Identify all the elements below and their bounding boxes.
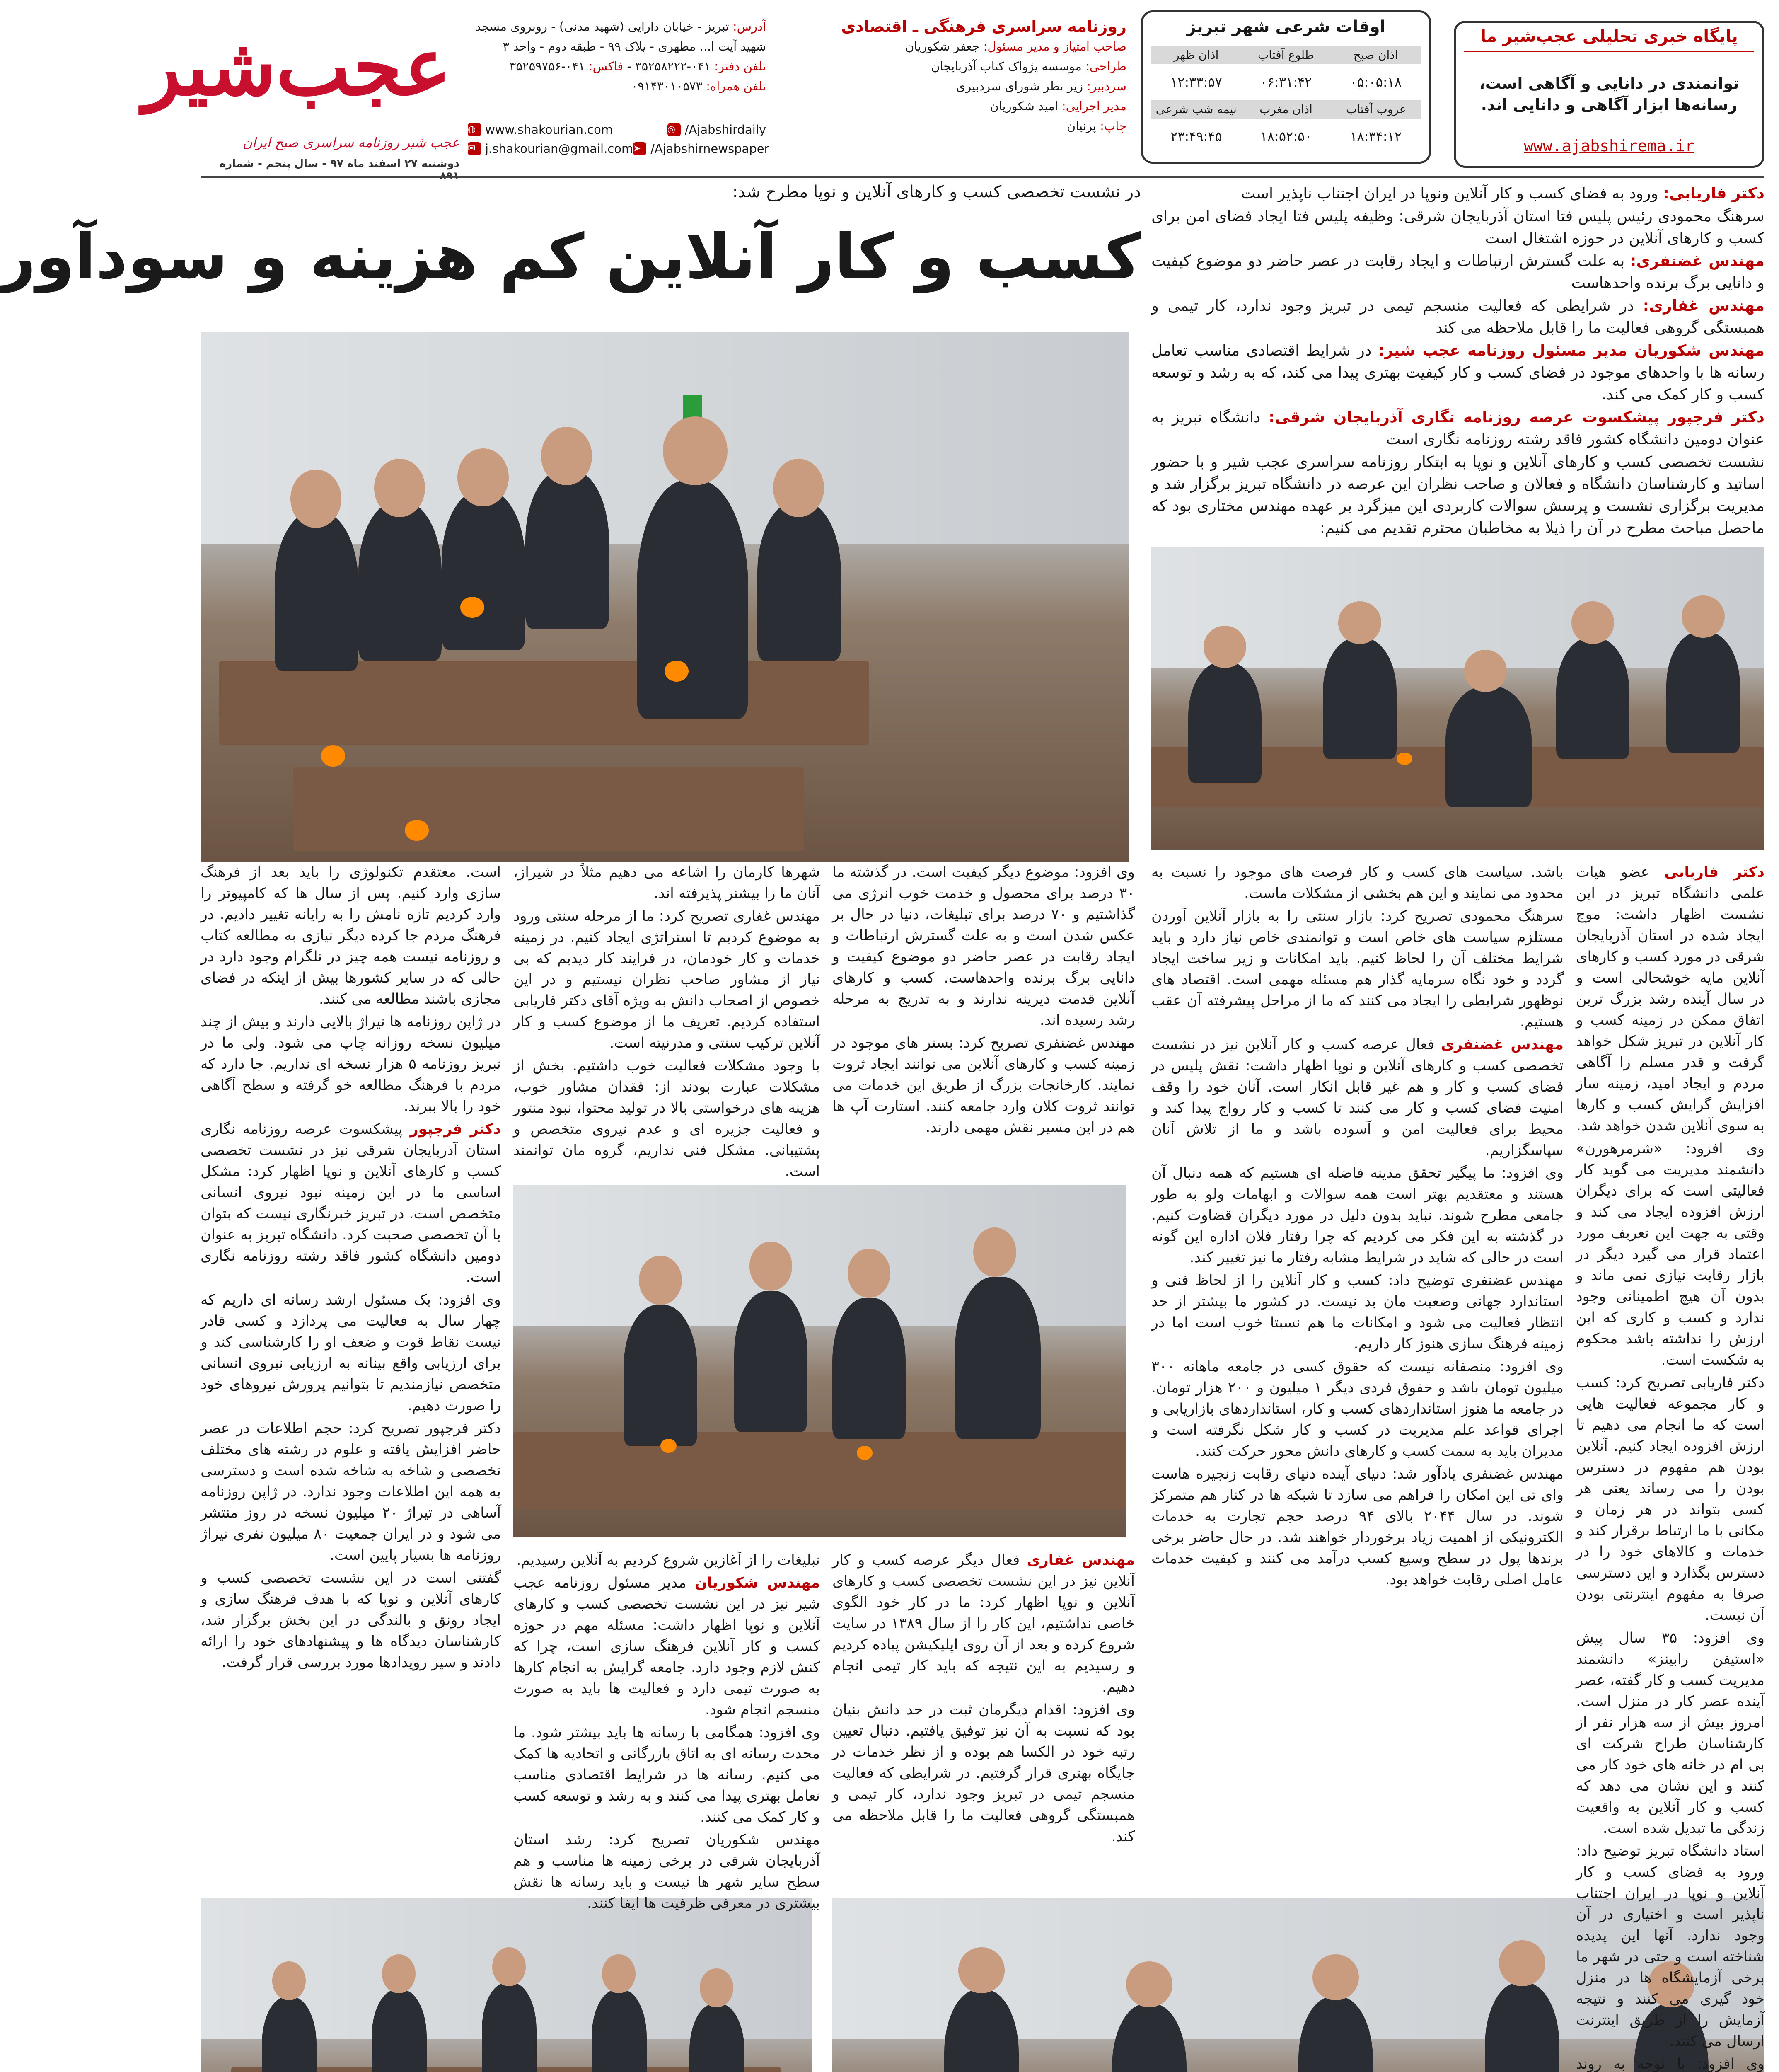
mail-icon: ✉ <box>468 142 481 155</box>
logo-subtitle: عجب شیر روزنامه سراسری صبح ایران <box>242 135 459 150</box>
masthead-info <box>770 17 1126 170</box>
masthead-row: طراحی: موسسه پژواک کتاب آذربایجان <box>931 59 1126 73</box>
paragraph: تبلیغات را از آغازین شروع کردیم به آنلاین رسیدیم. <box>516 1552 820 1569</box>
paragraph: مهندس غضنفری فعال عرصه کسب و کار آنلاین نیز در نشست تخصصی کسب و کارهای آنلاین و نوپا اظهار داشت: نقش پلیس در فضای کسب و کار و هم غیر قابل انکار است. آنان خود را وقف امنیت فضای کسب و کار می کنند تا کسب و کار رواج پیدا کند و محیط برای فعالیت امن و آسوده باشد و ما از تلاش آنان سپاسگزاریم. <box>1151 1036 1564 1159</box>
prayer-time: ۲۳:۴۹:۴۵ <box>1170 128 1222 144</box>
article-column-4b <box>513 1550 820 1912</box>
prayer-time: ۱۸:۵۲:۵۰ <box>1260 128 1312 144</box>
paragraph: مهندس غضنفری یادآور شد: دنیای آینده دنیای رقابت زنجیره هاست وای تی این امکان را فراهم می سازد تا شبکه ها در کنار هم متمرکز شوند. در سال ۲۰۴۴ بالای ۹۴ درصد حجم تجارت به خدمات الکترونیکی از اهمیت زیاد برخوردار خواهند شد. در حال حاضر برخی برندها پول در سطح وسیع کسب درآمد می کنند و کیفیت خدمات عامل اصلی رقابت خواهد بود. <box>1151 1466 1564 1588</box>
meeting-photo-wide <box>201 1898 812 2072</box>
paragraph: استاد دانشگاه تبریز توضیح داد: ورود به فضای کسب و کار آنلاین و نوپا در ایران اجتناب ناپذیر است و اختیاری در آن وجود ندارد. آنها این پدیده شناخته است و حتی در شهر ما برخی آزمایشگاه ها در منزل خود گیری می کنند و نتیجه آزمایش را از طریق اینترنت ارسال می کنند. <box>1576 1843 1764 2050</box>
paragraph: مهندس شکوریان تصریح کرد: رشد استان آذربایجان شرقی در برخی زمینه ها مناسب و هم سطح سایر شهر ها نیست و باید رسانه ها نقش بیشتری در معرفی ظرفیت ها ایفا کنند. <box>513 1832 820 1912</box>
paragraph: با وجود مشکلات فعالیت خوب داشتیم. بخش از مشکلات عبارت بودند از: فقدان مشاور خوب، هزینه های درخواستی بالا در تولید محتوا، نبود منتور و فعالیت جزیره ای و عدم نیروی متخصص و پشتیبانی. مشکل فنی نداریم، گروه مان توانمند است. <box>513 1058 820 1180</box>
prayer-times-title: اوقات شرعی شهر تبریز <box>1186 17 1386 36</box>
masthead-row: چاپ: پرنیان <box>1066 119 1126 133</box>
paragraph: وی افزود: منصفانه نیست که حقوق کسی در جامعه ماهانه ۳۰۰ میلیون تومان باشد و حقوق فردی دیگر ۱ میلیون و ۲۰۰ هزار تومان. در جامعه ما هنوز استانداردهای کسب و کار، استانداردهای بازاریابی و اجرای قواعد علم مدیریت در کسب و کار شکل نگرفته است و مدیران باید به سمت کسب و کارهای دانش محور حرکت کنند. <box>1151 1358 1564 1460</box>
paragraph: وی افزود: «شرمرهورن» دانشمند مدیریت می گوید کار فعالیتی است که برای دیگران ارزش افزوده ایجاد می کند و وقتی به جهت این تعریف مورد اعتماد قرار می گیرد دیگر در بازار رقابت نیازی نمی ماند و بدون آن هیچ اطمینانی وجود ندارد و کسب و کاری که این ارزش را نداشته باشد محکوم به شکست است. <box>1576 1140 1764 1368</box>
email-link[interactable]: ✉ j.shakourian@gmail.com <box>468 142 633 156</box>
prayer-times-box <box>1141 10 1431 164</box>
prayer-label: نیمه شب شرعی <box>1151 100 1241 119</box>
lead-item: دکتر فاریابی: ورود به فضای کسب و کار آنلاین ونوپا در ایران اجتناب ناپذیر است <box>1241 184 1764 202</box>
telegram-icon: ➤ <box>633 142 646 155</box>
paragraph: وی افزود: یک مسئول ارشد رسانه ای داریم که چهار سال به فعالیت می پردازد و کسی قادر نیست نقاط قوت و ضعف او را کارشناسی کند و برای ارزیابی واقع بینانه به ارزیابی نیروی انسانی متخصص نیازمندیم تا بتوانیم پرورش نیروهای خود را صورت دهیم. <box>201 1292 501 1414</box>
globe-icon: ◍ <box>468 123 481 136</box>
paragraph: مهندس غضنفری تصریح کرد: بستر های موجود در زمینه کسب و کارهای آنلاین می توانند ایجاد ثروت نمایند. کارخانجات بزرگ از طریق این خدمات می توانند ثروت کلان وارد جامعه کنند. استارت آپ ها هم در این مسیر نقش مهمی دارند. <box>832 1035 1135 1136</box>
paragraph: دکتر فرجپور تصریح کرد: حجم اطلاعات در عصر حاضر افزایش یافته و علوم در رشته های مختلف تخصصی و شاخه به شاخه شده است و دسترسی به همه این اطلاعات وجود ندارد. در ژاپن روزنامه آساهی در تیراژ ۲۰ میلیون نسخه در روز منتشر می شود و در ایران جمعیت ۸۰ میلیون نفری تیراژ روزنامه ها بسیار پایین است. <box>201 1420 501 1564</box>
web-link[interactable]: ◍ www.shakourian.com <box>468 123 613 137</box>
site-slogan: توانمندی در دانایی و آگاهی است، رسانه‌ها ابزار آگاهی و دانایی اند. <box>1479 74 1739 114</box>
prayer-time: ۱۸:۳۴:۱۲ <box>1350 128 1402 144</box>
instagram-link[interactable]: ◎ /Ajabshirdaily <box>667 123 766 137</box>
article-column-4 <box>513 862 820 1180</box>
article-kicker: در نشست تخصصی کسب و کارهای آنلاین و نوپا مطرح شد: <box>732 182 1141 201</box>
article-column-1 <box>1576 862 1765 2072</box>
lead-item: دکتر فرجپور پیشکسوت عرصه روزنامه نگاری آذربایجان شرقی: دانشگاه تبریز به عنوان دومین دانشگاه کشور فاقد رشته روزنامه نگاری است <box>1151 408 1764 448</box>
article-column-3b <box>832 1550 1135 1890</box>
paragraph: مهندس غفاری تصریح کرد: ما از مرحله سنتی ورود به موضوع کردیم تا استراتژی ایجاد کنیم. در زمینه خدمات و کار خودمان، در فرایند کار دیدیم که بی نیاز از مشاور صاحب نظران نیستیم و در این خصوص از اصحاب دانش به ویژه آقای دکتر فاریابی استفاده کردیم. تعریف ما از موضوع کسب و کار آنلاین ترکیب سنتی و مدرنیته است. <box>513 908 820 1051</box>
newspaper-type: روزنامه سراسری فرهنگی ـ اقتصادی <box>841 17 1126 36</box>
prayer-label: اذان ظهر <box>1151 46 1241 64</box>
paragraph: دکتر فاریابی تصریح کرد: کسب و کار مجموعه فعالیت هایی است که ما انجام می دهیم تا ارزش افزوده ایجاد کنیم. آنلاین بودن هم مفهوم در دسترس بودن را می رساند یعنی هر کسی بتواند در هر زمان و مکانی با ما ارتباط برقرار کند و خدمات و کالاهای خود را در دسترس بگذارد و این دسترسی صرفا به مفهوم اینترنتی بودن آن نیست. <box>1576 1375 1764 1624</box>
prayer-time: ۰۶:۳۱:۴۲ <box>1260 74 1312 90</box>
paragraph: شهرها کارمان را اشاعه می دهیم مثلاً در شیراز، آنان ما را بیشتر پذیرفته اند. <box>513 864 820 902</box>
header-divider <box>201 176 1764 178</box>
divider <box>1464 51 1754 52</box>
meeting-photo-speakers <box>1151 547 1764 850</box>
lead-item: سرهنگ محمودی رئیس پلیس فتا استان آذربایجان شرقی: وظیفه پلیس فتا ایجاد فضای امن برای کسب و کارهای آنلاین در حوزه اشتغال است <box>1151 207 1764 247</box>
logo-wordmark: عجب‌شیر <box>143 21 451 113</box>
paragraph: وی افزود: ۳۵ سال پیش «استیفن رابینز» دانشمند مدیریت کسب و کار گفته، عصر آینده عصر کار در منزل است. امروز بیش از سه هزار نفر از کارشناسان طراح شرکت ای بی ام در خانه های خود کار می کنند و این نشان می دهد که کسب و کار آنلاین به واقعیت زندگی ما تبدیل شده است. <box>1576 1630 1764 1837</box>
masthead-row: صاحب امتیاز و مدیر مسئول: جعفر شکوریان <box>905 39 1126 53</box>
meeting-photo-main <box>201 332 1129 862</box>
paragraph: وی افزود: با توجه به روند <box>1576 2056 1764 2072</box>
lead-item: مهندس غضنفری: به علت گسترش ارتباطات و ایجاد رقابت در عصر حاضر دو موضوع کیفیت و دانایی برگ برنده واحدهاست <box>1151 252 1765 292</box>
lead-item: مهندس غفاری: در شرایطی که فعالیت منسجم تیمی در تبریز وجود ندارد، کار تیمی و همبستگی گروهی فعالیت ما را قابل ملاحظه می کند <box>1151 297 1764 336</box>
lead-item: مهندس شکوریان مدیر مسئول روزنامه عجب شیر: در شرایط اقتصادی مناسب تعامل رسانه ها با واحدهای موجود در فضای کسب و کار کیفیت بهتری پیدا می کند، که به رشد و توسعه کسب و کار کمک می کند. <box>1151 341 1765 403</box>
paragraph: گفتنی است در این نشست تخصصی کسب و کارهای آنلاین و نوپا که با هدف فرهنگ سازی و ایجاد رونق و بالندگی در این بخش برگزار شد، کارشناسان دیدگاه ها و پیشنهادهای خود را ارائه دادند و سیر رویدادها مورد بررسی قرار گرفت. <box>201 1570 501 1671</box>
phone-row: تلفن دفتر: ۰۴۱-۳۵۲۵۸۲۲۲ - فاکس: ۰۴۱-۳۵۲۵۹۷۵۶ <box>509 59 766 73</box>
prayer-times-table <box>1151 46 1421 152</box>
newspaper-logo <box>143 17 459 182</box>
paragraph: مهندس غفاری فعال دیگر عرصه کسب و کار آنلاین نیز در این نشست تخصصی کسب و کارهای آنلاین و نوپا اظهار کرد: ما در کار خود الگوی خاصی نداشتیم، این کار را از سال ۱۳۸۹ در سایت شروع کرده و بعد از آن روی اپلیکیشن پیاده کردیم و رسیدیم به این نتیجه که باید کار تیمی انجام دهیم. <box>832 1552 1135 1695</box>
paragraph: دکتر فرجپور پیشکسوت عرصه روزنامه نگاری استان آذربایجان شرقی نیز در نشست تخصصی کسب و کارهای آنلاین و نوپا اظهار کرد: مشکل اساسی ما در این زمینه نبود نیروی انسانی متخصص است. در تبریز خبرنگاری نیست که بتوان با آن تخصصی صحبت کرد. دانشگاه تبریز به عنوان دومین دانشگاه کشور فاقد رشته روزنامه نگاری است. <box>201 1121 501 1285</box>
masthead-row: مدیر اجرایی: امید شکوریان <box>990 99 1126 113</box>
paragraph: وی افزود: اقدام دیگرمان ثبت در حد دانش بنیان بود که نسبت به آن نیز توفیق یافتیم. دنبال تعیین رتبه خود در الکسا هم بوده و از نظر خدمات در جایگاه بهتری قرار گرفتیم. در شرایطی که فعالیت منسجم تیمی در تبریز وجود ندارد، کار تیمی و همبستگی گروهی فعالیت ما را قابل ملاحظه می کند. <box>832 1702 1135 1845</box>
paragraph: وی افزود: موضوع دیگر کیفیت است. در گذشته ما ۳۰ درصد برای محصول و خدمت خوب انرژی می گذاشتیم و ۷۰ درصد برای تبلیغات، دنیا در حال بر عکس شدن است و به علت گسترش ارتباطات و ایجاد رقابت در عصر حاضر دو موضوع کیفیت و دانایی برگ برنده واحدهاست. کسب و کارهای آنلاین قدمت دیرینه ندارند و به تدریج به مرحله رشد رسیده اند. <box>832 864 1135 1029</box>
paragraph: مهندس شکوریان مدیر مسئول روزنامه عجب شیر نیز در این نشست تخصصی کسب و کارهای آنلاین و نوپا اظهار داشت: مسئله مهم در حوزه کسب و کار آنلاین فرهنگ سازی است، چرا که کنش لازم وجود دارد. جامعه گرایش به انجام کارها به صورت تیمی دارد و فعالیت ها باید به صورت منسجم انجام شود. <box>513 1575 820 1718</box>
mobile-row: تلفن همراه: ۰۹۱۴۳۰۱۰۵۷۳ <box>631 79 766 93</box>
article-headline: کسب و کار آنلاین کم هزینه و سودآور <box>0 221 1141 293</box>
prayer-time: ۱۲:۳۳:۵۷ <box>1170 74 1222 90</box>
site-ad-box <box>1454 21 1764 168</box>
article-lead <box>1151 182 1764 543</box>
site-url-link[interactable]: www.ajabshirema.ir <box>1524 137 1694 155</box>
paragraph: است. معتقدم تکنولوژی را باید بعد از فرهنگ سازی وارد کنیم. پس از سال ها که کامپیوتر را وارد کردیم تازه نامش را به رایانه تغییر دادیم. در فرهنگ مردم جا کرده دیگر نیازی به مطالعه کتاب و روزنامه نیست همه چیز در تلگرام وجود دارد در حالی که در سایر کشورها بیش از اینکه در فضای مجازی باشند مطالعه می کنند. <box>201 864 501 1007</box>
prayer-label: طلوع آفتاب <box>1241 46 1331 64</box>
paragraph: در ژاپن روزنامه ها تیراژ بالایی دارند و بیش از چند میلیون نسخه روزانه چاپ می شود. ولی ما در تبریز روزنامه ۵ هزار نسخه ای نداریم. جا دارد که مردم با فرهنگ مطالعه خو گرفته و سطح آگاهی خود را بالا ببرند. <box>201 1014 501 1115</box>
paragraph: سرهنگ محمودی تصریح کرد: بازار سنتی را به بازار آنلاین آوردن مستلزم سیاست های خاص است و توانمندی خاص نیاز دارد و باید شرایط مختلف آن را لحاظ کنیم. باید امکانات و زیر ساخت ایجاد گردد و خود نگاه سرمایه گذار هم مسئله مهمی است. اقتصاد های نوظهور شرایطی را ایجاد می کنند که ما از مراحل پیشرفته آن عقب هستیم. <box>1151 908 1564 1030</box>
paragraph: دکتر فاریابی عضو هیات علمی دانشگاه تبریز در این نشست اظهار داشت: موج ایجاد شده در استان آذربایجان شرقی در مورد کسب و کارهای آنلاین مایه خوشحالی است و در سال آینده رشد بزرگ ترین اتفاق ممکن در زمینه کسب و کار آنلاین در تبریز شکل خواهد گرفت و قدر مسلم را آگاهی مردم و ایجاد امید، زمینه ساز افزایش گرایش کسب و کارها به سوی آنلاین شدن خواهد شد. <box>1576 864 1765 1134</box>
article-column-2 <box>1151 862 1564 1886</box>
instagram-icon: ◎ <box>667 123 681 136</box>
paragraph: وی افزود: همگامی با رسانه ها باید بیشتر شود. ما محدت رسانه ای به اتاق بازرگانی و اتحادیه ها کمک می کنیم. رسانه ها در شرایط اقتصادی مناسب تعامل بهتری پیدا می کنند و به رشد و توسعه کسب و کار کمک می کنند. <box>513 1724 820 1825</box>
article-column-5 <box>201 862 501 1890</box>
prayer-label: غروب آفتاب <box>1331 100 1421 119</box>
site-title: پایگاه خبری تحلیلی عجب‌شیر ما <box>1480 27 1738 46</box>
masthead-row: سردبیر: زیر نظر شورای سردبیری <box>956 79 1126 93</box>
meeting-photo-panel <box>513 1185 1126 1537</box>
issue-date: دوشنبه ۲۷ اسفند ماه ۹۷ - سال پنجم - شماره ۸۹۱ <box>219 157 459 182</box>
prayer-time: ۰۵:۰۵:۱۸ <box>1350 74 1402 90</box>
article-column-3 <box>832 862 1135 1169</box>
lead-item: نشست تخصصی کسب و کارهای آنلاین و نوپا به ابتکار روزنامه سراسری عجب شیر و با حضور اساتید و کارشناسان دانشگاه و فعالان و صاحب نظران این عرصه در دانشگاه تبریز برگزار شد و مدیریت برگزاری نشست و پرسش سوالات کاربردی این میزگرد بر عهده مهندس مختاری بود که ماحصل مباحث مطرح در آن را ذیلا به مخاطبان محترم تقدیم می کنیم: <box>1151 453 1764 537</box>
paragraph: وی افزود: ما پیگیر تحقق مدینه فاضله ای هستیم که همه دنبال آن هستند و معتقدیم بهتر است همه سوالات و ابهامات ولو به طور جامعی مطرح شوند. نباید بدون دلیل در مورد دیگران قضاوت کنیم. در گذشته به این فکر می کردیم که چرا رفتار فلان اداره این گونه است در حالی که شاید در شرایط مشابه رفتار ما نیز تغییر کند. <box>1151 1165 1564 1266</box>
prayer-label: اذان صبح <box>1331 46 1421 64</box>
social-links <box>468 120 769 158</box>
prayer-label: اذان مغرب <box>1241 100 1331 119</box>
telegram-link[interactable]: ➤ /Ajabshirnewspaper <box>633 142 769 156</box>
paragraph: باشد. سیاست های کسب و کار فرصت های موجود را نسبت به محدود می نمایند و این هم بخشی از مشکلات ماست. <box>1151 864 1564 902</box>
address: آدرس: تبریز - خیابان دارایی (شهید مدنی) - روبروی مسجد شهید آیت ا... مطهری - پلاک ۹۹ - طبقه دوم - واحد ۳ <box>475 19 766 53</box>
paragraph: مهندس غضنفری توضیح داد: کسب و کار آنلاین را از لحاظ فنی و استاندارد جهانی وضعیت مان بد نیست. در کشور ما بیشتر از حد انتظار فعالیت می شود و امکانات ما هم نسبتا خوب است اما در زمینه فرهنگ سازی هنوز کار داریم. <box>1151 1272 1564 1352</box>
